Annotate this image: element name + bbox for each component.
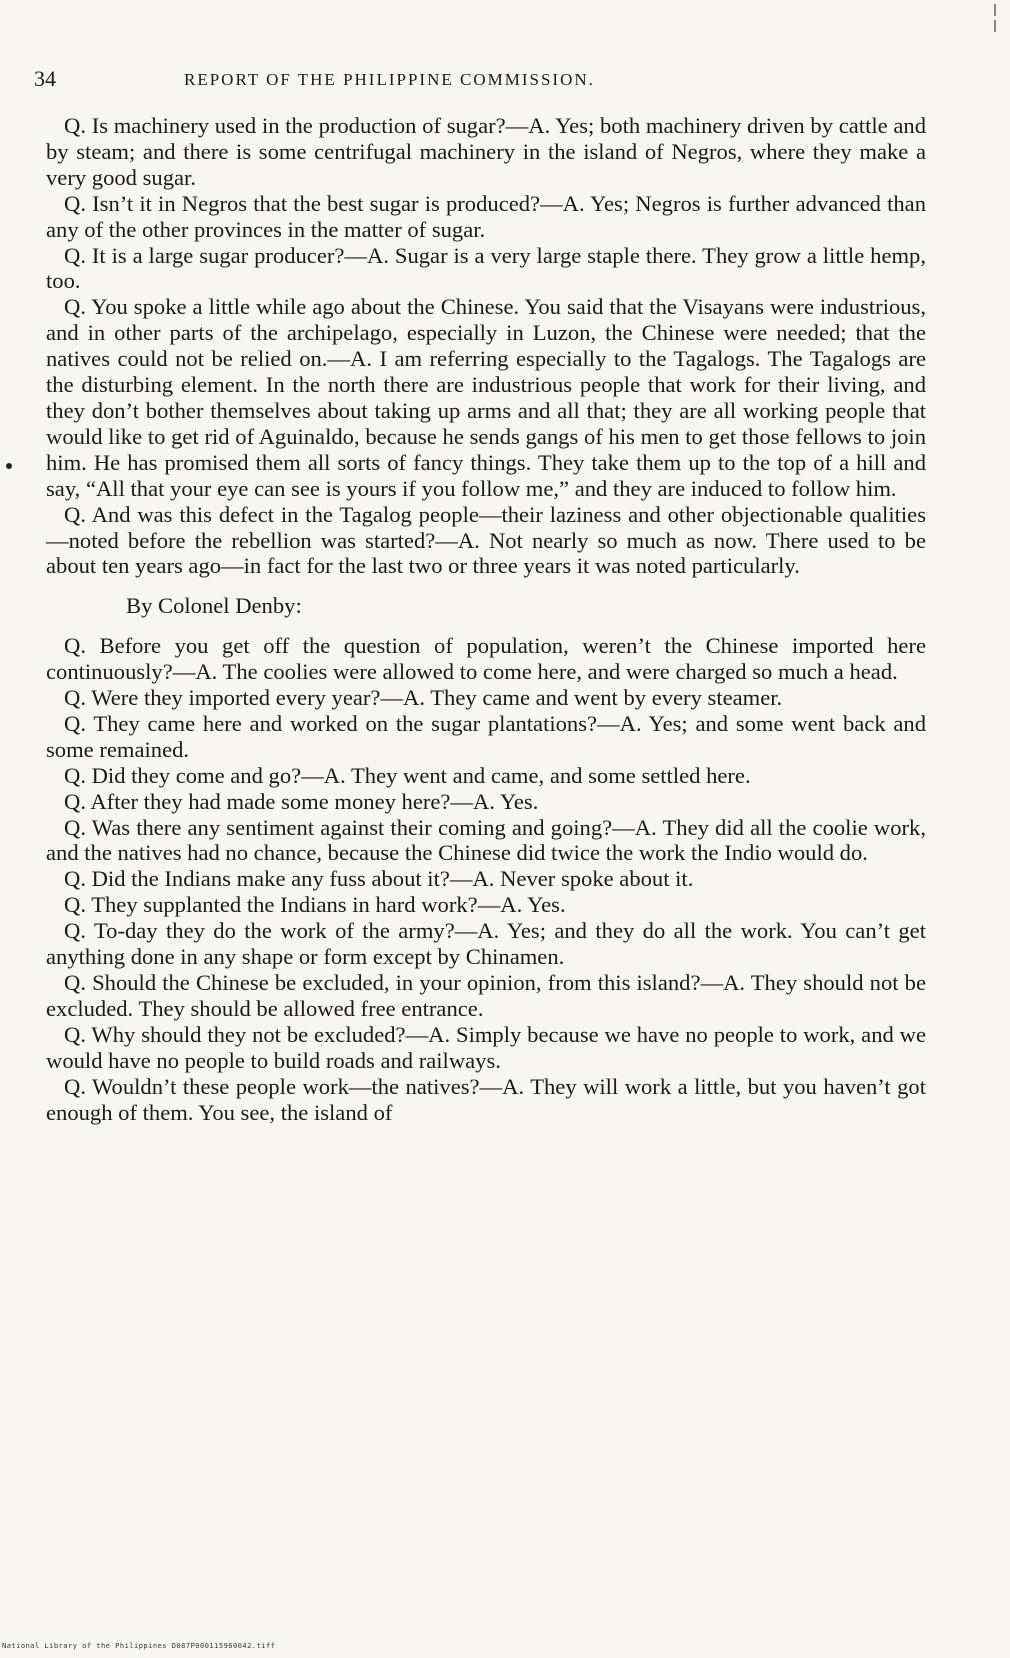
paragraph: Q. Is machinery used in the production of sugar?—A. Yes; both machinery driven by cattle and by steam; and there is some centrifugal machinery in the island of Negros, where they make a very good sugar. <box>46 113 926 190</box>
paragraph: Q. Why should they not be excluded?—A. Simply because we have no people to work, and we would have no people to build roads and railways. <box>46 1021 926 1073</box>
running-head: REPORT OF THE PHILIPPINE COMMISSION. <box>184 70 595 89</box>
paragraph: Q. Did the Indians make any fuss about it?—A. Never spoke about it. <box>64 866 694 892</box>
scan-footer: National Library of the Philippines D087P000115960042.tiff <box>2 1642 276 1650</box>
paragraph: Q. You spoke a little while ago about the Chinese. You said that the Visayans were industrious, and in other parts of the archipelago, especially in Luzon, the Chinese were needed; that the natives could not be relied on.—A. I am referring especially to the Tagalogs. The Tagalogs are the disturbing element. In the north there are industrious people that work for their living, and they don’t bother themselves about taking up arms and all that; they are all working people that would like to get rid of Aguinaldo, because he sends gangs of his men to get those fellows to join him. He has promised them all sorts of fancy things. They take them up to the top of a hill and say, “All that your eye can see is yours if you follow me,” and they are induced to follow him. <box>46 294 926 501</box>
section-label: By Colonel Denby: <box>126 593 302 619</box>
paragraph: Q. Were they imported every year?—A. They came and went by every steamer. <box>64 685 783 711</box>
paragraph: Q. Should the Chinese be excluded, in your opinion, from this island?—A. They should not be excluded. They should be allowed free entrance. <box>46 970 926 1021</box>
paragraph: Q. Was there any sentiment against their coming and going?—A. They did all the coolie work, and the natives had no chance, because the Chinese did twice the work the Indio would do. <box>46 814 926 866</box>
page-number: 34 <box>34 66 56 91</box>
paragraph: Q. To-day they do the work of the army?—A. Yes; and they do all the work. You can’t get anything done in any shape or form except by Chinamen. <box>46 918 926 970</box>
paragraph: Q. Before you get off the question of population, weren’t the Chinese imported here continuously?—A. The coolies were allowed to come here, and were charged so much a head. <box>46 633 926 685</box>
paragraph: Q. And was this defect in the Tagalog people—their laziness and other objectionable qualities—noted before the rebellion was started?—A. Not nearly so much as now. There used to be about ten years ago—in fact for the last two or three years it was noted particularly. <box>46 501 926 579</box>
paragraph: Q. After they had made some money here?—A. Yes. <box>64 788 539 814</box>
scan-margin-marks <box>984 0 1004 40</box>
paragraph: Q. They came here and worked on the sugar plantations?—A. Yes; and some went back and some remained. <box>46 710 926 762</box>
scan-speck <box>6 463 12 469</box>
paragraph: Q. Wouldn’t these people work—the natives?—A. They will work a little, but you haven’t got enough of them. You see, the island of <box>46 1073 926 1125</box>
page-header <box>34 66 934 96</box>
paragraph: Q. Isn’t it in Negros that the best sugar is produced?—A. Yes; Negros is further advanced than any of the other provinces in the matter of sugar. <box>46 190 926 242</box>
body-text <box>46 113 926 1125</box>
paragraph: Q. It is a large sugar producer?—A. Sugar is a very large staple there. They grow a little hemp, too. <box>46 242 926 294</box>
paragraph: Q. They supplanted the Indians in hard work?—A. Yes. <box>64 892 566 918</box>
paragraph: Q. Did they come and go?—A. They went and came, and some settled here. <box>64 762 751 788</box>
